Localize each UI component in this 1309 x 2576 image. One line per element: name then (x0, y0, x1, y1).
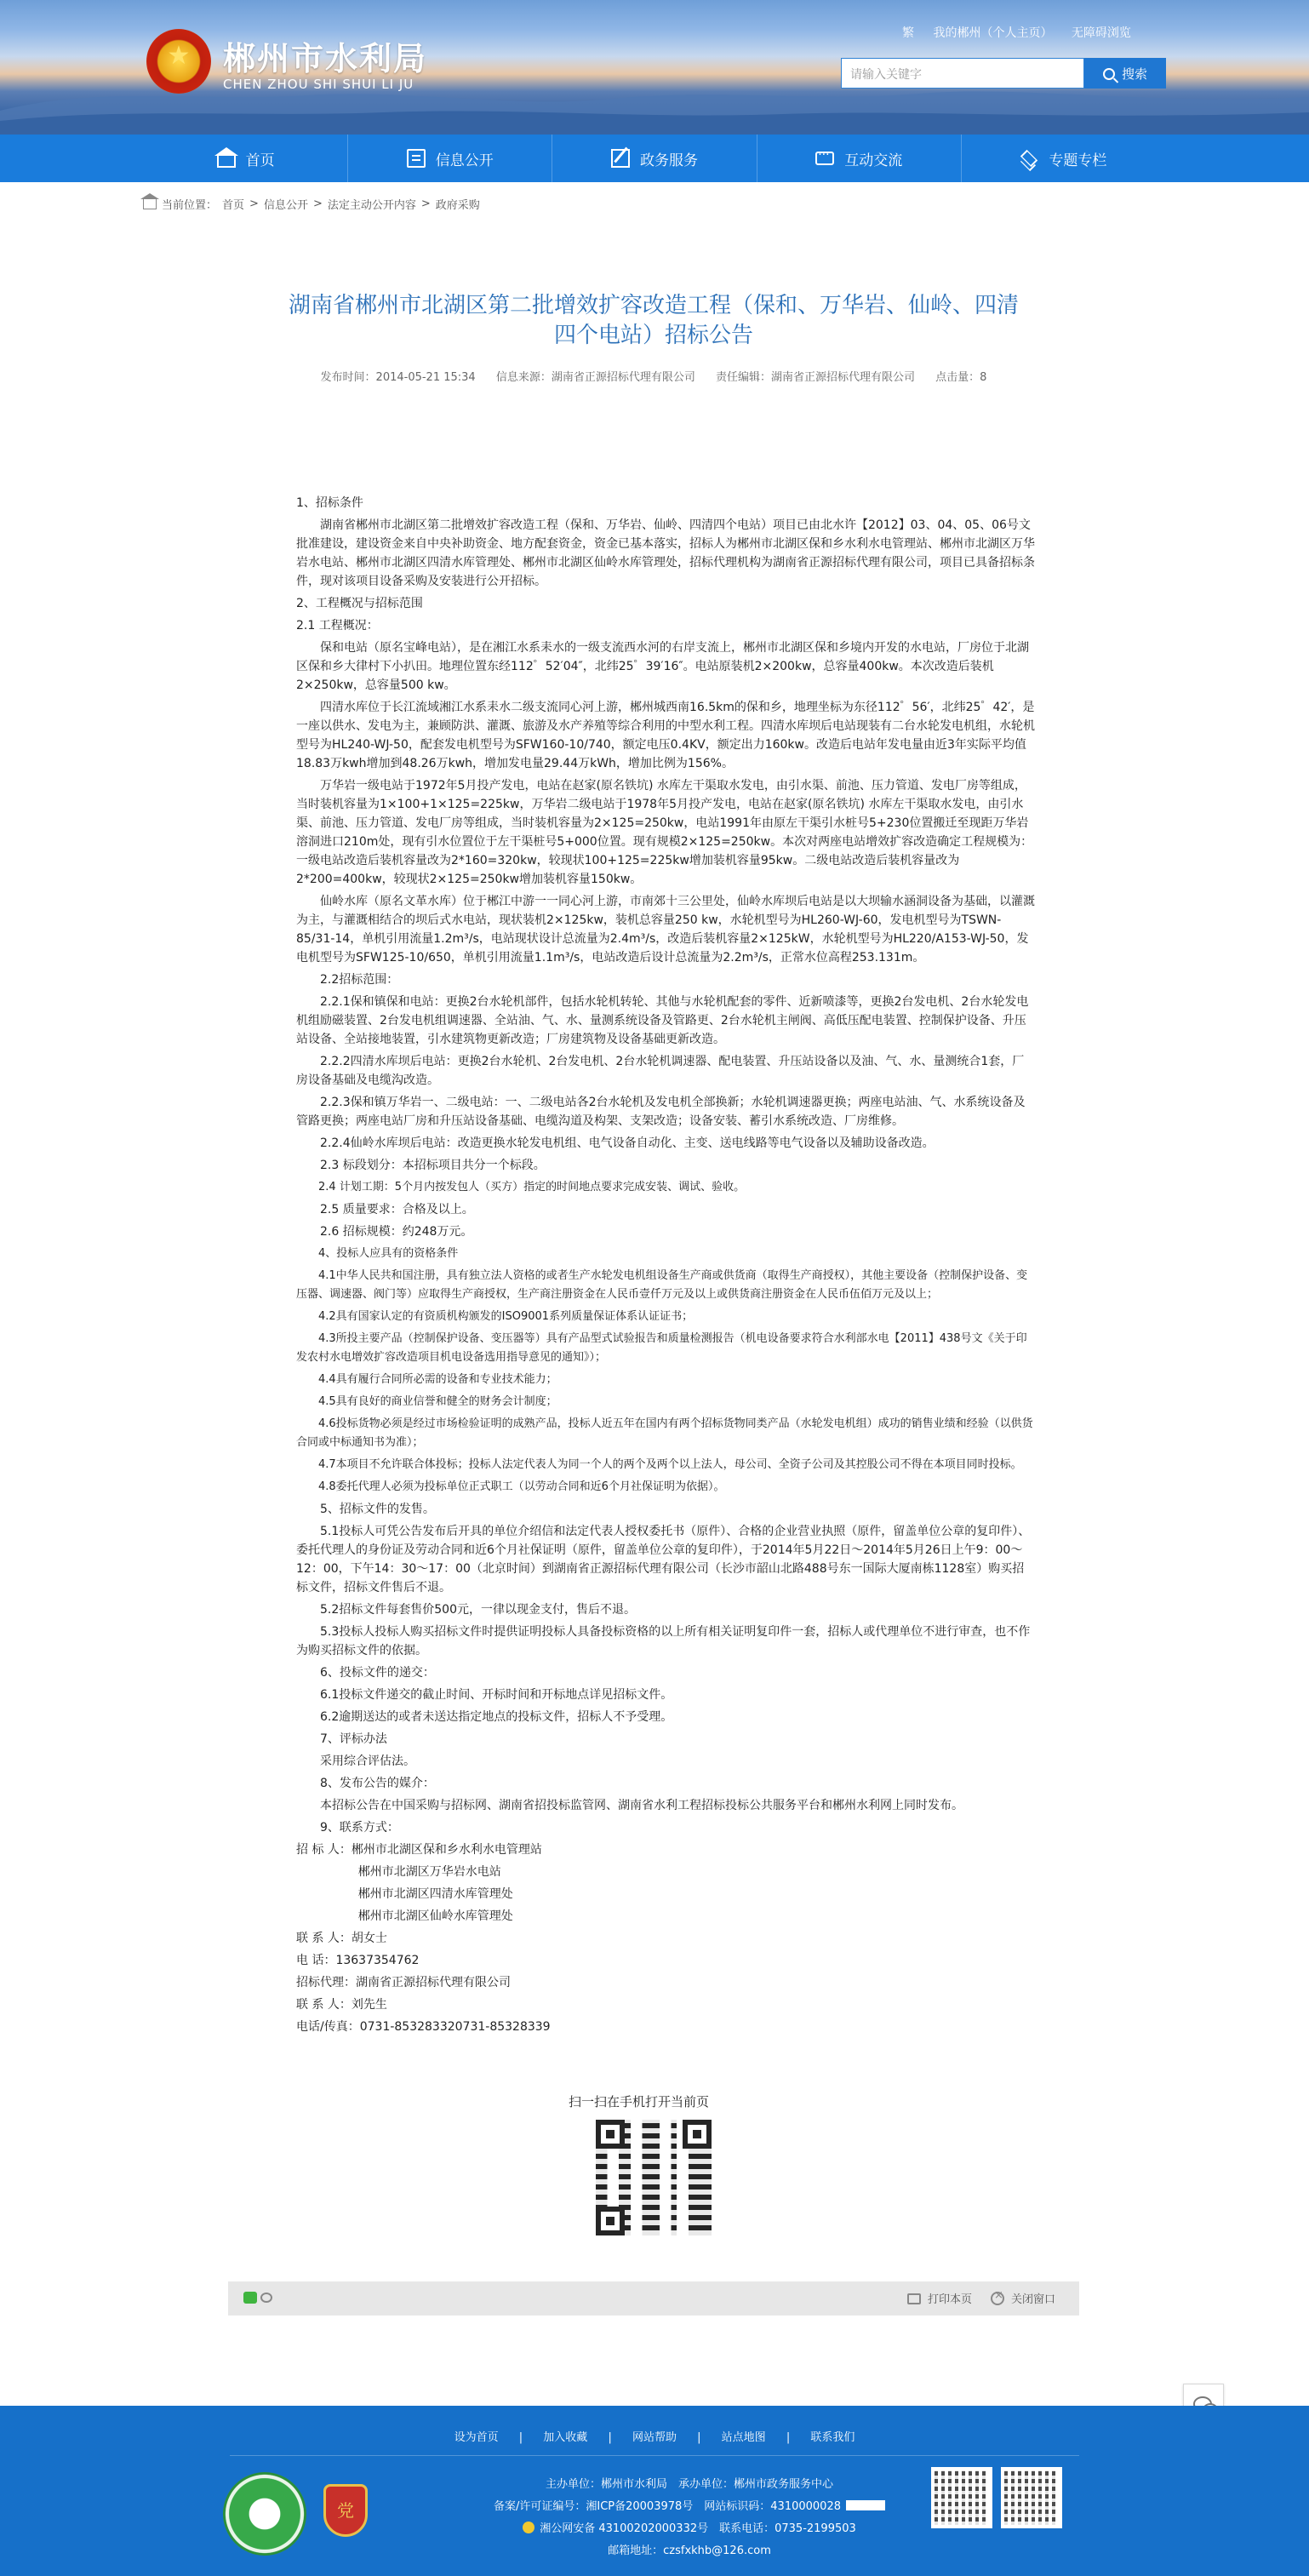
nav-item-interaction[interactable] (757, 135, 962, 182)
breadcrumb-separator: > (249, 197, 259, 210)
national-emblem-logo[interactable] (146, 29, 211, 94)
article-paragraph: 5.2招标文件每套售价500元，一律以现金支付，售后不退。 (320, 1603, 636, 1617)
article-paragraph: 4.3所投主要产品（控制保护设备、变压器等）具有产品型式试验报告和质量检测报告（机电设备要求符合水利部水电【2011】438号文《关于印发农村水电增效扩容改造项目机电设备选用指导意见的通知》）； (296, 1332, 1027, 1364)
qr-caption: 扫一扫在手机打开当前页 (569, 2094, 710, 2109)
print-button[interactable] (907, 2290, 972, 2306)
contact-line: 联 系 人：刘先生 (296, 1998, 387, 2012)
wechat-share-icon[interactable] (243, 2292, 257, 2304)
article-paragraph: 采用综合评估法。 (320, 1755, 415, 1768)
top-links (902, 24, 1146, 41)
article-paragraph: 2.3 标段划分：本招标项目共分一个标段。 (320, 1159, 546, 1172)
close-icon (991, 2292, 1004, 2305)
nav-item-label: 互动交流 (844, 152, 903, 169)
article-paragraph: 4.2具有国家认定的有资质机构颁发的ISO9001系列质量保证体系认证证书； (318, 1310, 694, 1323)
article-paragraph: 6.2逾期送达的或者未送达指定地点的投标文件，招标人不予受理。 (320, 1710, 673, 1724)
footer-qr-code-1 (931, 2467, 992, 2528)
layers-icon (1020, 149, 1038, 168)
article-paragraph: 2.2.1保和镇保和电站：更换2台水轮机部件，包括水轮机转轮、其他与水轮机配套的零件、近新喷漆等，更换2台发电机、2台水轮发电机组励磁装置、2台发电机组调速器、全站油、气、水、量测系统设备及管路更、2台水轮机主闸阀、高低压配电装置、控制保护设备、升压站设备、全站接地装置，引水建筑物更新改造；厂房建筑物及设备基础更新改造。 (296, 995, 1029, 1046)
article-paragraph: 4.4具有履行合同所必需的设备和专业技术能力； (318, 1373, 557, 1386)
article-paragraph: 6、投标文件的递交： (320, 1666, 435, 1680)
article-paragraph: 仙岭水库（原名文革水库）位于郴江中游一一同心河上游，市南郊十三公里处，仙岭水库坝后电站是以大坝输水涵洞设备为基础，以灌溉为主，与灌溉相结合的坝后式水电站，现状装机2×125kw，装机总容量250 kw，水轮机型号为HL260-WJ-60，发电机型号为TSWN-85/31-14，单机引用流量1.2m³/s，电站现状设计总流量为2.4m³/s，改造后装机容量2×125kW，水轮机型号为HL220/A153-WJ-50，发电机型号为SFW125-10/650，单机引用流量1.1m³/s，电站改造后设计总流量为2.2m³/s，正常水位高程253.131m。 (296, 895, 1035, 965)
footer-icp[interactable]: 备案/许可证编号：湘ICP备20003978号 网站标识码：4310000028 (493, 2500, 841, 2513)
article-paragraph: 本招标公告在中国采购与招标网、湖南省招投标监管网、湖南省水利工程招标投标公共服务平台和郴州水利网上同时发布。 (320, 1799, 963, 1812)
article-paragraph: 4、投标人应具有的资格条件 (318, 1247, 459, 1260)
article-paragraph: 2.2招标范围： (320, 973, 399, 987)
footer-email: 邮箱地址：czsfxkhb@126.com (608, 2545, 771, 2557)
title-line-1: 湖南省郴州市北湖区第二批增效扩容改造工程（保和、万华岩、仙岭、四清 (288, 293, 1019, 318)
help-link[interactable]: 网站帮助 (632, 2431, 677, 2444)
close-label: 关闭窗口 (1011, 2293, 1056, 2306)
hit-count: 点击量：8 (935, 371, 987, 384)
footer-sponsor: 主办单位：郴州市水利局 承办单位：郴州市政务服务中心 (545, 2478, 833, 2491)
qr-finder (596, 2120, 625, 2149)
party-gov-badge[interactable] (323, 2484, 368, 2537)
article-paragraph: 4.5具有良好的商业信誉和健全的财务会计制度； (318, 1395, 557, 1408)
police-badge-icon (523, 2522, 534, 2533)
link-separator: | (697, 2431, 701, 2444)
link-separator: | (608, 2431, 612, 2444)
article-source: 信息来源：湖南省正源招标代理有限公司 (495, 371, 695, 384)
search-input[interactable]: 请输入关键字 (841, 58, 1084, 89)
article-meta (228, 368, 1079, 384)
nav-item-label: 信息公开 (435, 152, 494, 169)
article-paragraph: 2.1 工程概况： (296, 619, 379, 633)
article-paragraph: 8、发布公告的媒介： (320, 1777, 435, 1790)
nav-item-special-topics[interactable] (962, 135, 1165, 182)
contact-line: 招标代理：湖南省正源招标代理有限公司 (296, 1976, 511, 1989)
printer-icon (907, 2293, 921, 2304)
personal-homepage-link[interactable]: 我的郴州（个人主页） (933, 26, 1053, 40)
article-paragraph: 2.4 计划工期：5个月内按发包人（买方）指定的时间地点要求完成安装、调试、验收。 (318, 1181, 746, 1194)
article-paragraph: 1、招标条件 (296, 496, 363, 510)
qr-finder (596, 2207, 625, 2235)
nav-item-label: 专题专栏 (1049, 152, 1107, 169)
contact-line: 郴州市北湖区仙岭水库管理处 (357, 1909, 513, 1923)
article-paragraph: 2.2.2四清水库坝后电站：更换2台水轮机、2台发电机、2台水轮机调速器、配电装置、升压站设备以及油、气、水、量测统合1套，厂房设备基础及电缆沟改造。 (296, 1055, 1025, 1087)
article-paragraph: 四清水库位于长江流域湘江水系耒水二级支流同心河上游，郴州城西南16.5km的保和乡，地理坐标为东径112゜56′，北纬25゜42′，是一座以供水、发电为主，兼顾防洪、灌溉、旅游及水产养殖等综合利用的中型水利工程。四清水库坝后电站现装有二台水轮发电机组，水轮机型号为HL240-WJ-50，配套发电机型号为SFW160-10/740，额定电压0.4KV，额定出力160kw。改造后电站年发电量由近3年实际平均值18.83万kwh增加到48.26万kwh，增加发电量29.44万kWh，增加比例为156%。 (296, 701, 1035, 770)
breadcrumb-info[interactable]: 信息公开 (263, 199, 308, 212)
traditional-chinese-link[interactable]: 繁 (902, 26, 914, 40)
search-button-label: 搜索 (1121, 66, 1147, 82)
article-paragraph: 2.5 质量要求：合格及以上。 (320, 1203, 474, 1216)
close-window-button[interactable] (991, 2290, 1055, 2306)
article-paragraph: 2.2.3保和镇万华岩一、二级电站：一、二级电站各2台水轮机及发电机全部换新；水轮机调速器更换；两座电站油、气、水系统设备及管路更换；两座电站厂房和升压站设备基础、电缆沟道及构架、支架改造；设备安装、蓄引水系统改造、厂房维修。 (296, 1096, 1026, 1128)
breadcrumb-separator: > (312, 197, 323, 210)
contact-line: 联 系 人：胡女士 (296, 1932, 387, 1945)
article-paragraph: 2.2.4仙岭水库坝后电站：改造更换水轮发电机组、电气设备自动化、主变、送电线路等电气设备以及辅助设备改造。 (320, 1136, 935, 1150)
document-icon (407, 149, 426, 168)
article-tools-bar (228, 2281, 1079, 2316)
sitemap-link[interactable]: 站点地图 (721, 2431, 766, 2444)
footer-links (0, 2428, 1309, 2444)
main-nav (0, 135, 1309, 182)
share-buttons (243, 2292, 274, 2305)
footer-divider (230, 2455, 1079, 2456)
article-paragraph: 湖南省郴州市北湖区第二批增效扩容改造工程（保和、万华岩、仙岭、四清四个电站）项目已由北水许【2012】03、04、05、06号文批准建设，建设资金来自中央补助资金、地方配套资金，资金已基本落实，招标人为郴州市北湖区保和乡水利水电管理站、郴州市北湖区万华岩水电站、郴州市北湖区四清水库管理处、郴州市北湖区仙岭水库管理处，招标代理机构为湖南省正源招标代理有限公司，项目已具备招标条件，现对该项目设备采购及安装进行公开招标。 (296, 518, 1035, 588)
home-icon (143, 199, 157, 209)
contact-block (296, 1840, 1035, 2036)
footer-info (477, 2474, 902, 2562)
publish-time: 发布时间：2014-05-21 15:34 (320, 371, 476, 384)
article-paragraph: 4.6投标货物必须是经过市场检验证明的成熟产品，投标人近五年在国内有两个招标货物同类产品（水轮发电机组）成功的销售业绩和经验（以供货合同或中标通知书为准）； (296, 1417, 1033, 1449)
nav-item-label: 政务服务 (640, 152, 698, 169)
nav-item-info-disclosure[interactable] (348, 135, 552, 182)
set-homepage-link[interactable]: 设为首页 (454, 2431, 499, 2444)
article-editor: 责任编辑：湖南省正源招标代理有限公司 (716, 371, 916, 384)
article-paragraph: 4.7本项目不允许联合体投标；投标人法定代表人为同一个人的两个及两个以上法人，母公司、全资子公司及其控股公司不得在本项目同时投标。 (318, 1458, 1022, 1471)
article-paragraph: 4.8委托代理人必须为投标单位正式职工（以劳动合同和近6个月社保证明为依据）。 (318, 1480, 725, 1493)
page-qr-code (596, 2120, 712, 2235)
contact-link[interactable]: 联系我们 (810, 2431, 855, 2444)
article-paragraph: 2、工程概况与招标范围 (296, 597, 423, 610)
print-label: 打印本页 (928, 2293, 973, 2306)
breadcrumb-prefix: 当前位置： (162, 199, 218, 212)
breadcrumb (143, 196, 485, 212)
search-button[interactable] (1084, 58, 1166, 89)
chat-icon (815, 152, 834, 165)
breadcrumb-home[interactable]: 首页 (222, 199, 245, 212)
footer-police[interactable]: 湘公网安备 43100202000332号 联系电话：0735-2199503 (540, 2522, 856, 2535)
link-separator: | (518, 2431, 523, 2444)
site-footer (0, 2406, 1309, 2576)
article-paragraph: 9、联系方式： (320, 1821, 399, 1835)
contact-line: 电 话：13637354762 (296, 1954, 420, 1967)
breadcrumb-current[interactable]: 政府采购 (435, 199, 480, 212)
article-paragraph: 5、招标文件的发售。 (320, 1503, 435, 1516)
article-paragraph: 万华岩一级电站于1972年5月投产发电，电站在赵家(原名铁坑) 水库左干渠取水发电，由引水渠、前池、压力管道、发电厂房等组成，当时装机容量为1×100+1×125=225kw，万华岩二级电站于1978年5月投产发电，电站在赵家(原名铁坑) 水库左干渠取水发电，由引水渠、前池、压力管道、发电厂房等组成，当时装机容量为2×125=250kw，电站1991年由原左干渠引水桩号5+230位置搬迁至现距万华岩溶洞进口210m处，现有引水位置位于左干渠桩号5+000位置。现有规模2×125=250kw。本次对两座电站增效扩容改造确定工程规模为：一级电站改造后装机容量改为2*160=320kw，较现状100+125=225kw增加装机容量95kw。二级电站改造后装机容量改为2*200=400kw，较现状2×125=250kw增加装机容量150kw。 (296, 779, 1033, 886)
add-favorite-link[interactable]: 加入收藏 (543, 2431, 588, 2444)
nav-item-gov-services[interactable] (552, 135, 757, 182)
article-paragraph: 4.1中华人民共和国注册，具有独立法人资格的或者生产水轮发电机组设备生产商或供货商（取得生产商授权），其他主要设备（控制保护设备、变压器、调速器、阀门等）应取得生产商授权，生产商注册资金在人民币壹仟万元及以上或供货商注册资金在人民币伍佰万元及以上； (296, 1269, 1028, 1301)
breadcrumb-separator: > (420, 197, 431, 210)
article-paragraph: 7、评标办法 (320, 1732, 387, 1746)
article-paragraph: 5.3投标人投标人购买招标文件时提供证明投标人具备投标资格的以上所有相关证明复印件一套，招标人或代理单位不进行审查，也不作为购买招标文件的依据。 (296, 1625, 1031, 1657)
site-header (0, 0, 1309, 135)
site-title[interactable]: 郴州市水利局 (223, 39, 428, 77)
qr-finder (683, 2120, 712, 2149)
site-subtitle: CHEN ZHOU SHI SHUI LI JU (223, 77, 414, 92)
gov-site-error-correction-badge[interactable] (223, 2472, 306, 2556)
nav-item-label: 首页 (245, 152, 275, 169)
article-body (296, 494, 1035, 2040)
article-paragraph: 6.1投标文件递交的截止时间、开标时间和开标地点详见招标文件。 (320, 1688, 673, 1702)
article-paragraph: 保和电站（原名宝峰电站），是在湘江水系耒水的一级支流西水河的右岸支流上，郴州市北湖区保和乡境内开发的水电站，厂房位于北湖区保和乡大律村下小扒田。地理位置东经112゜52′04″，北纬25゜39′16″。电站原装机2×200kw，总容量400kw。本次改造后装机2×250kw，总容量500 kw。 (296, 641, 1029, 692)
contact-line: 郴州市北湖区万华岩水电站 (357, 1865, 501, 1879)
title-line-2: 四个电站）招标公告 (553, 323, 753, 348)
contact-line: 郴州市北湖区四清水库管理处 (357, 1887, 513, 1901)
contact-line: 招 标 人：郴州市北湖区保和乡水利水电管理站 (296, 1843, 542, 1857)
breadcrumb-category[interactable]: 法定主动公开内容 (327, 199, 416, 212)
page-title (228, 291, 1079, 351)
accessibility-link[interactable]: 无障碍浏览 (1071, 26, 1131, 40)
edit-icon (611, 149, 630, 168)
search-icon (1103, 68, 1115, 80)
contact-line: 电话/传真：0731-853283320731-85328339 (296, 2020, 551, 2034)
article-paragraph: 5.1投标人可凭公告发布后开具的单位介绍信和法定代表人授权委托书（原件）、合格的企业营业执照（原件，留盖单位公章的复印件）、委托代理人的身份证及劳动合同和近6个月社保证明（原件，留盖单位公章的复印件），于2014年5月22日～2014年5月26日上午9：00～12：00，下午14：30～17：00（北京时间）到湖南省正源招标代理有限公司（长沙市韶山北路488号东一国际大厦南栋1128室）购买招标文件，招标文件售后不退。 (296, 1525, 1031, 1594)
qzone-share-icon[interactable] (260, 2293, 272, 2303)
nav-item-home[interactable] (144, 135, 348, 182)
cnzz-stat-icon[interactable] (846, 2500, 885, 2510)
article-paragraph: 2.6 招标规模：约248万元。 (320, 1225, 473, 1239)
footer-qr-code-2 (1001, 2467, 1062, 2528)
home-icon (217, 156, 236, 168)
link-separator: | (786, 2431, 791, 2444)
